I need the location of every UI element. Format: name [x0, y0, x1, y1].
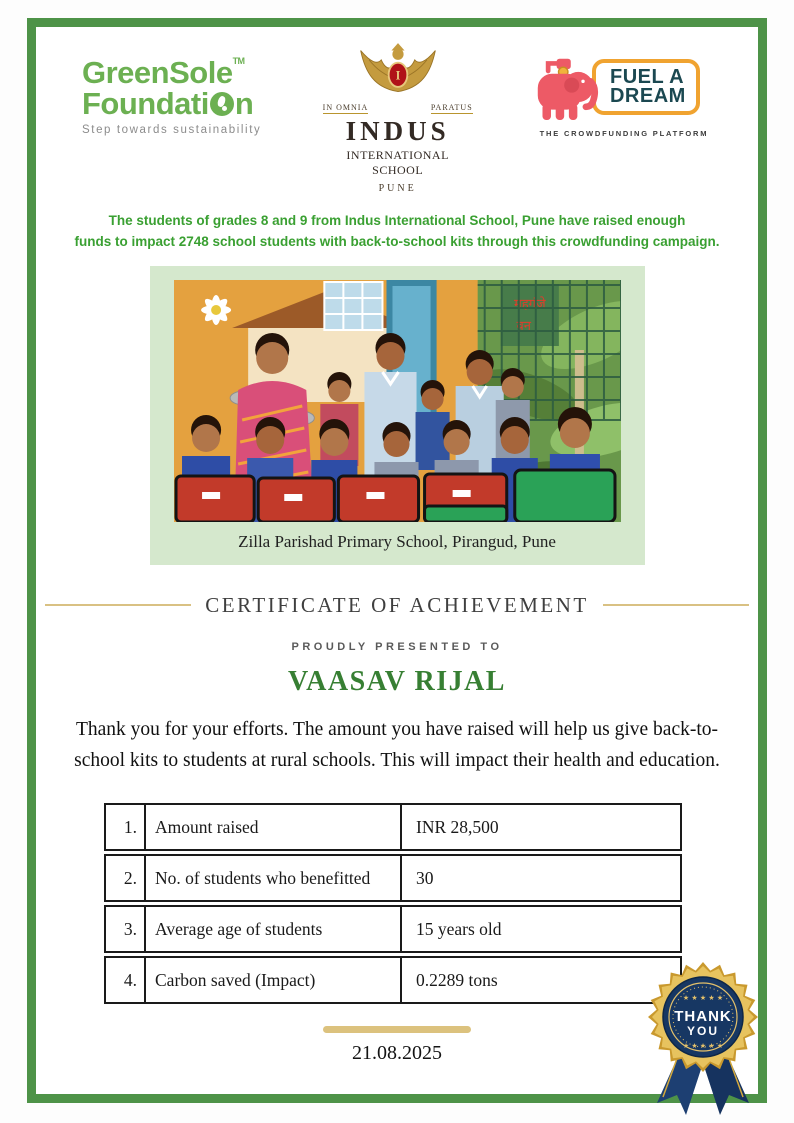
title-line-left	[45, 604, 191, 606]
fueladream-line2: DREAM	[609, 85, 686, 107]
badge-stars-top: ★ ★ ★ ★ ★	[682, 994, 724, 1002]
table-row	[104, 905, 682, 953]
row-value: 15 years old	[400, 907, 680, 951]
photo-caption: Zilla Parishad Primary School, Pirangud, Pune	[238, 531, 556, 551]
campaign-intro-text: The students of grades 8 and 9 from Indus International School, Pune have raised enough funds to impact 2748 school students with back-to-school kits through this crowdfunding campaign.	[74, 213, 720, 249]
row-value: 0.2289 tons	[400, 958, 680, 1002]
row-value: 30	[400, 856, 680, 900]
mural-daisy	[201, 295, 231, 325]
trademark-symbol: TM	[232, 56, 245, 66]
badge-text-you: YOU	[686, 1024, 720, 1038]
indus-motto-left: IN OMNIA	[322, 103, 369, 112]
certificate-date: 21.08.2025	[352, 1042, 442, 1064]
row-number: 3.	[123, 918, 137, 939]
badge-stars-bottom: ★ ★ ★ ★ ★	[682, 1042, 724, 1050]
badge-text-thank: THANK	[674, 1008, 732, 1025]
row-label: Amount raised	[144, 805, 400, 849]
indus-motto-right: PARATUS	[430, 103, 473, 112]
elephant-piggybank-icon	[534, 51, 600, 123]
row-label: No. of students who benefitted	[144, 856, 400, 900]
greensole-wordmark: GreenSole	[82, 55, 233, 90]
certificate-title-row	[36, 593, 758, 618]
indus-eagle-crest-icon	[356, 43, 440, 101]
indus-school-logo	[323, 43, 473, 194]
thank-you-badge	[641, 953, 765, 1123]
title-line-right	[603, 604, 749, 606]
row-label: Average age of students	[144, 907, 400, 951]
certificate-title: CERTIFICATE OF ACHIEVEMENT	[205, 592, 589, 617]
greensole-logo-line1	[82, 57, 261, 88]
indus-subtitle: INTERNATIONAL SCHOOL	[346, 148, 449, 177]
fueladream-line1: FUEL A	[609, 66, 685, 88]
school-group-photo	[174, 280, 621, 522]
indus-wordmark: INDUS	[345, 116, 450, 146]
greensole-foundation-logo	[82, 57, 261, 137]
footprint-o-icon	[210, 92, 234, 116]
date-underline	[323, 1026, 471, 1033]
svg-text:I: I	[395, 68, 401, 83]
row-number: 2.	[123, 867, 137, 888]
greensole-tagline: Step towards sustainability	[82, 124, 262, 136]
indus-motto	[323, 103, 473, 114]
wall-text-line1: महगंजे	[513, 296, 546, 312]
school-kits-bags	[176, 470, 615, 522]
indus-city: PUNE	[378, 183, 417, 194]
wall-text-line2: वन	[516, 318, 531, 334]
row-value: INR 28,500	[400, 805, 680, 849]
table-row	[104, 803, 682, 851]
row-number: 1.	[123, 816, 137, 837]
row-label: Carbon saved (Impact)	[144, 958, 400, 1002]
thank-you-message: Thank you for your efforts. The amount you have raised will help us give back-to- school kits to students at rural schools. This will impact their health and education.	[74, 718, 720, 771]
photo-panel	[150, 266, 645, 565]
presented-to-label: PROUDLY PRESENTED TO	[291, 640, 503, 653]
logo-row	[36, 27, 758, 194]
recipient-name: VAASAV RIJAL	[288, 665, 506, 697]
fueladream-wordmark-box	[592, 59, 700, 115]
row-number: 4.	[123, 969, 137, 990]
table-row	[104, 956, 682, 1004]
certificate-frame	[27, 18, 767, 1103]
greensole-logo-line2: Foundati n	[82, 86, 254, 121]
fueladream-tagline: THE CROWDFUNDING PLATFORM	[539, 129, 709, 138]
impact-table	[104, 803, 682, 1004]
table-row	[104, 854, 682, 902]
fueladream-logo	[534, 51, 714, 138]
